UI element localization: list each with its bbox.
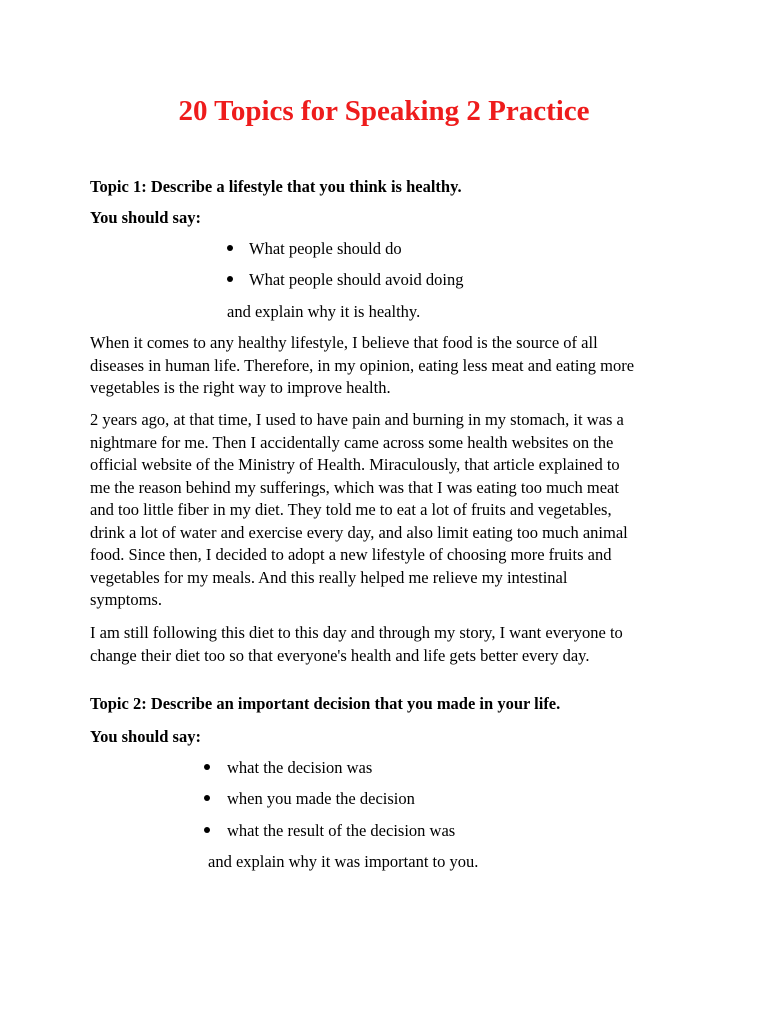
paragraph-line: drink a lot of water and exercise every day, and also limit eating too much animal (90, 522, 628, 542)
topic-1-bullet-2: What people should avoid doing (249, 270, 464, 289)
paragraph-line: vegetables is the right way to improve health. (90, 378, 391, 397)
topic-2-should-say: You should say: (90, 727, 201, 746)
topic-1-bullet-1: What people should do (249, 239, 402, 258)
paragraph-line: 2 years ago, at that time, I used to have pain and burning in my stomach, it was a (90, 410, 624, 429)
bullet-icon (227, 276, 233, 282)
paragraph-line: I am still following this diet to this day and through my story, I want everyone to (90, 623, 623, 642)
topic-2-bullet-3: what the result of the decision was (227, 821, 456, 840)
topic-1-explain: and explain why it is healthy. (227, 302, 421, 321)
paragraph-line: change their diet too so that everyone's health and life gets better every day. (90, 645, 590, 665)
paragraph-line: nightmare for me. Then I accidentally came across some health websites on the (90, 432, 614, 452)
topic-1-should-say: You should say: (90, 208, 201, 227)
paragraph-line: me the reason behind my sufferings, which was that I was eating too much meat (90, 477, 619, 497)
topic-1-paragraph-1 (90, 332, 680, 400)
bullet-icon (204, 827, 210, 833)
paragraph-line: symptoms. (90, 590, 162, 609)
paragraph-line: vegetables for my meals. And this really helped me relieve my intestinal (90, 567, 568, 587)
topic-2-explain: and explain why it was important to you. (208, 852, 479, 871)
paragraph-line: and too little fiber in my diet. They told me to eat a lot of fruits and vegetables, (90, 500, 612, 519)
paragraph-line: food. Since then, I decided to adopt a new lifestyle of choosing more fruits and (90, 545, 612, 564)
topic-1-paragraph-3 (90, 622, 680, 667)
topic-2-heading: Topic 2: Describe an important decision that you made in your life. (90, 694, 561, 713)
page-title: 20 Topics for Speaking 2 Practice (178, 95, 590, 127)
topic-1-paragraph-2 (90, 409, 680, 612)
bullet-icon (227, 245, 233, 251)
topic-1-heading: Topic 1: Describe a lifestyle that you think is healthy. (90, 177, 462, 196)
bullet-icon (204, 795, 210, 801)
topic-2-bullet-2: when you made the decision (227, 789, 415, 808)
paragraph-line: official website of the Ministry of Health. Miraculously, that article explained to (90, 455, 620, 474)
paragraph-line: diseases in human life. Therefore, in my opinion, eating less meat and eating more (90, 355, 635, 375)
topic-2-bullet-1: what the decision was (227, 758, 373, 777)
paragraph-line: When it comes to any healthy lifestyle, I believe that food is the source of all (90, 333, 598, 352)
bullet-icon (204, 764, 210, 770)
